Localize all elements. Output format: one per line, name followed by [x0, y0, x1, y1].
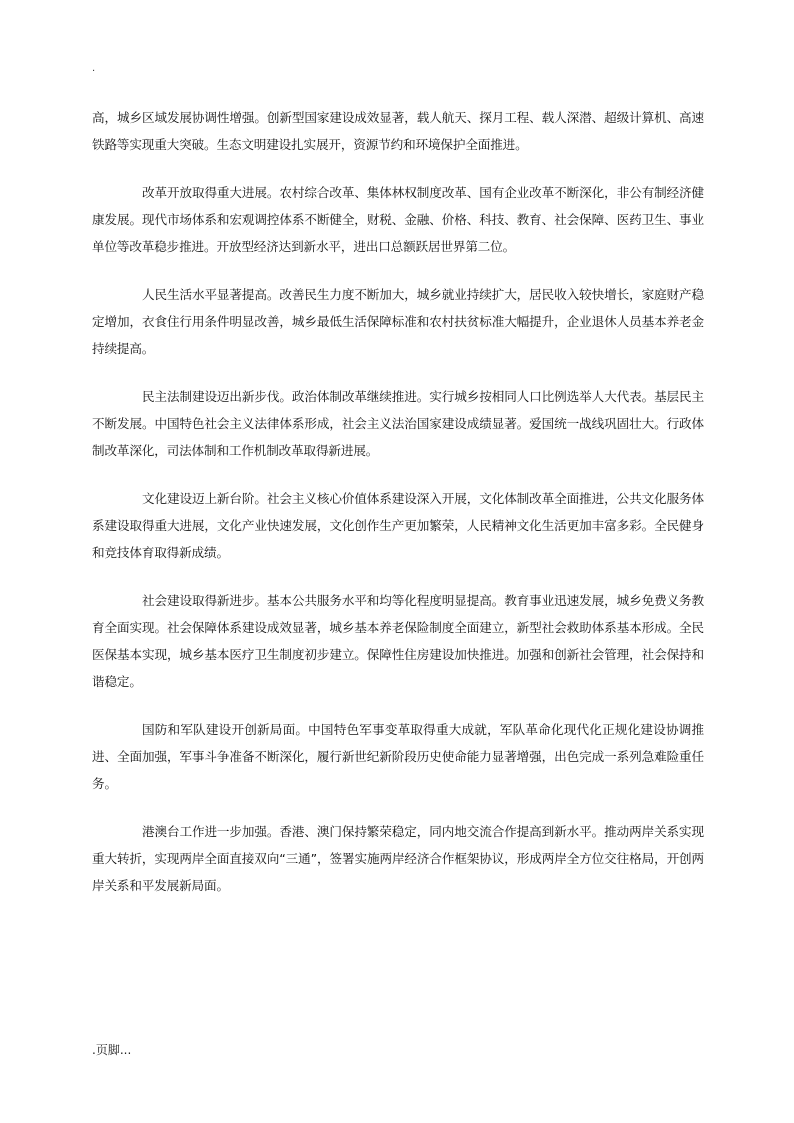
paragraph-society: 社会建设取得新进步。基本公共服务水平和均等化程度明显提高。教育事业迅速发展，城乡免费义务教育全面实现。社会保障体系建设成效显著，城乡基本养老保险制度全面建立，新型社会救助体系基本形成。全民医保基本实现，城乡基本医疗卫生制度初步建立。保障性住房建设加快推进。加强和创新社会管理，社会保持和谐稳定。: [92, 593, 704, 689]
document-body: [92, 104, 704, 920]
paragraph-defense: 国防和军队建设开创新局面。中国特色军事变革取得重大成就，军队革命化现代化正规化建设协调推进、全面加强，军事斗争准备不断深化，履行新世纪新阶段历史使命能力显著增强，出色完成一系列急难险重任务。: [92, 722, 704, 791]
paragraph-hk-macao-taiwan: 港澳台工作进一步加强。香港、澳门保持繁荣稳定，同内地交流合作提高到新水平。推动两岸关系实现重大转折，实现两岸全面直接双向“三通”，签署实施两岸经济合作框架协议，形成两岸全方位交往格局，开创两岸关系和平发展新局面。: [92, 824, 704, 893]
paragraph-living-standards: 人民生活水平显著提高。改善民生力度不断加大，城乡就业持续扩大，居民收入较快增长，家庭财产稳定增加，衣食住行用条件明显改善，城乡最低生活保障标准和农村扶贫标准大幅提升，企业退休人员基本养老金持续提高。: [92, 287, 704, 356]
paragraph-continuation: 高，城乡区域发展协调性增强。创新型国家建设成效显著，载人航天、探月工程、载人深潜、超级计算机、高速铁路等实现重大突破。生态文明建设扎实展开，资源节约和环境保护全面推进。: [92, 110, 704, 152]
paragraph-democracy-law: 民主法制建设迈出新步伐。政治体制改革继续推进。实行城乡按相同人口比例选举人大代表。基层民主不断发展。中国特色社会主义法律体系形成，社会主义法治国家建设成绩显著。爱国统一战线巩固壮大。行政体制改革深化，司法体制和工作机制改革取得新进展。: [92, 389, 704, 458]
header-mark: .: [92, 63, 96, 74]
page-footer: .页脚...: [92, 1043, 132, 1057]
paragraph-reform-opening: 改革开放取得重大进展。农村综合改革、集体林权制度改革、国有企业改革不断深化，非公有制经济健康发展。现代市场体系和宏观调控体系不断健全，财税、金融、价格、科技、教育、社会保障、医药卫生、事业单位等改革稳步推进。开放型经济达到新水平，进出口总额跃居世界第二位。: [92, 185, 704, 254]
paragraph-culture: 文化建设迈上新台阶。社会主义核心价值体系建设深入开展，文化体制改革全面推进，公共文化服务体系建设取得重大进展，文化产业快速发展，文化创作生产更加繁荣，人民精神文化生活更加丰富多彩。全民健身和竞技体育取得新成绩。: [92, 491, 704, 560]
